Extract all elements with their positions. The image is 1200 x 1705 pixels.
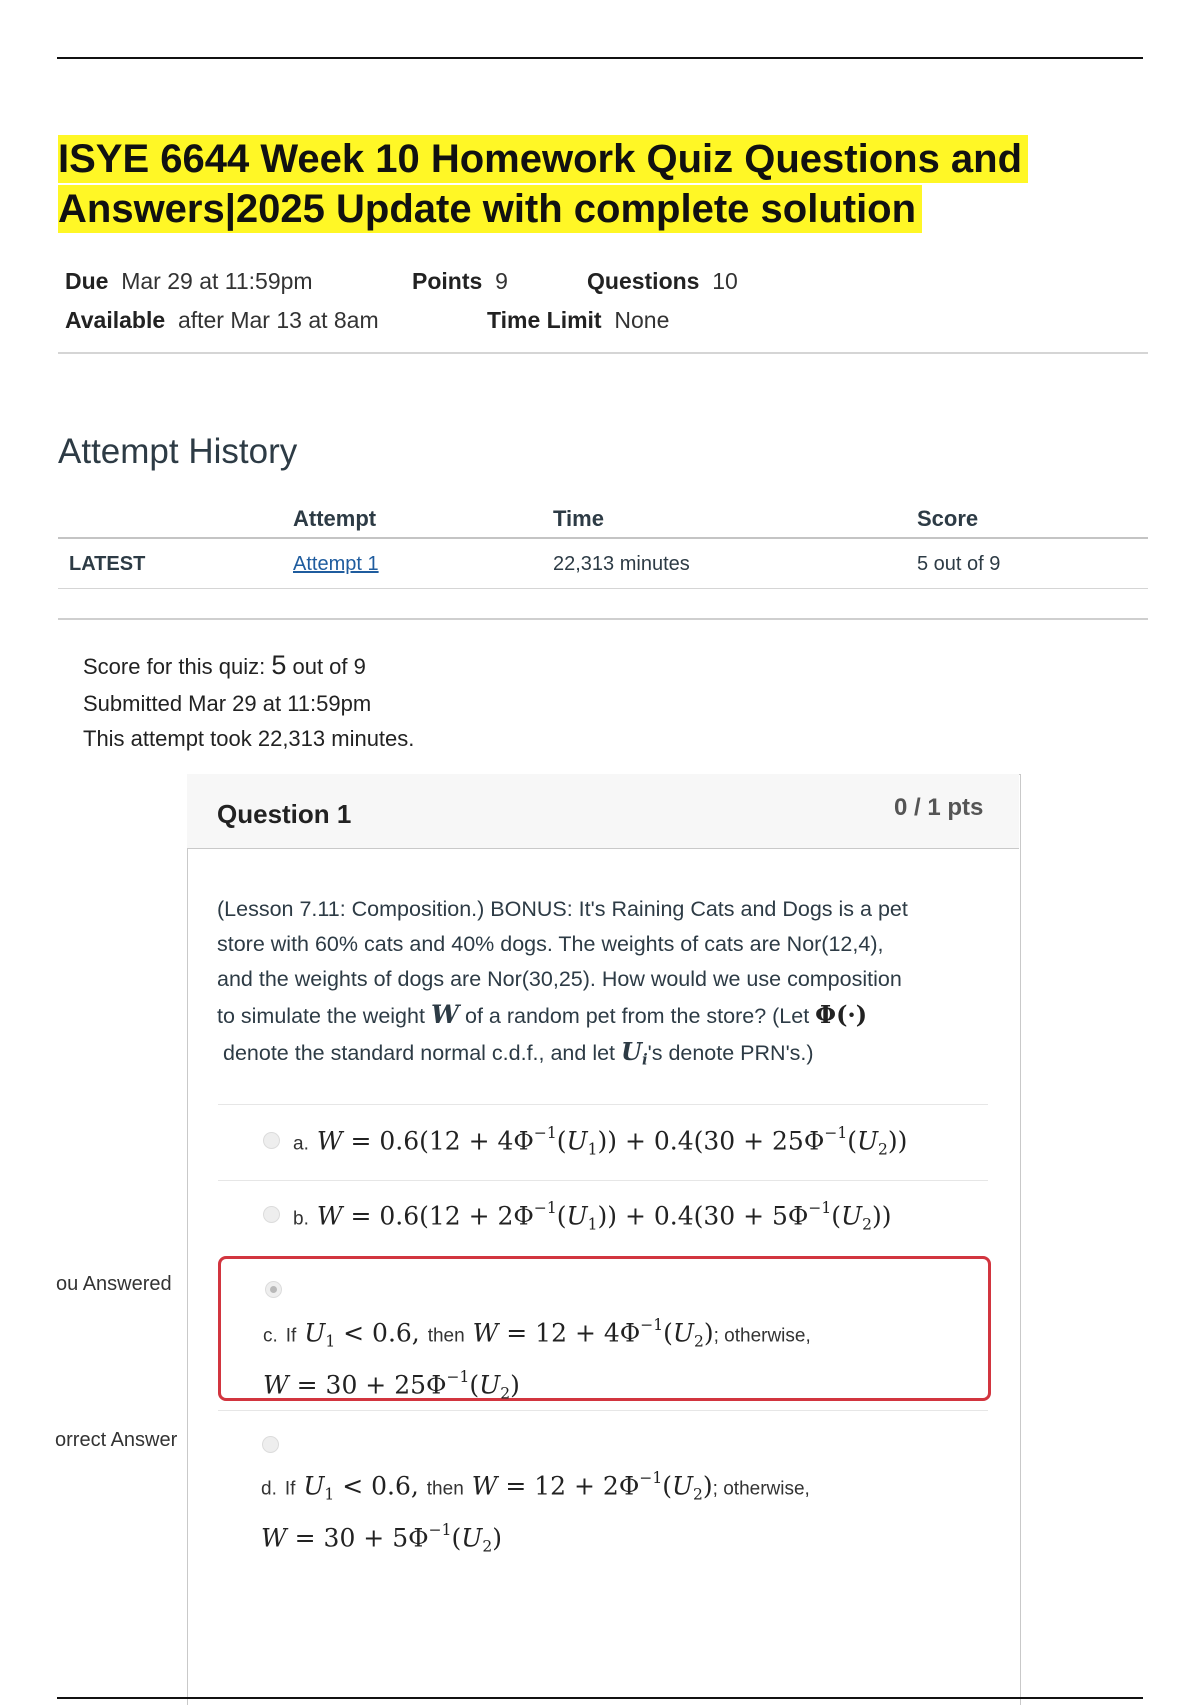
option-d-line-1: d. If $U_1 < 0.6$, then $W = 12 + 2\Phi^{-1}(U_2)$; otherwise,: [261, 1469, 810, 1504]
attempt-time: 22,313 minutes: [553, 553, 690, 575]
points-value: 9: [495, 268, 508, 294]
option-c-line-2: $W = 30 + 25\Phi^{-1}(U_2)$: [263, 1368, 520, 1403]
option-c[interactable]: [263, 1307, 811, 1412]
attempt-1-link[interactable]: Attempt 1: [293, 553, 379, 575]
option-d-line-2: $W = 30 + 5\Phi^{-1}(U_2)$: [261, 1521, 502, 1556]
option-a-letter: a.: [293, 1133, 309, 1155]
due-value: Mar 29 at 11:59pm: [121, 268, 313, 294]
option-b-radio[interactable]: [263, 1206, 280, 1223]
question-text-line-4: [217, 997, 997, 1034]
score-prefix: Score for this quiz:: [83, 654, 266, 679]
title-line-1: ISYE 6644 Week 10 Homework Quiz Questions and: [58, 135, 1028, 183]
option-b[interactable]: b. $W = 0.6(12 + 2\Phi^{-1}(U_1)) + 0.4(30 + 5\Phi^{-1}(U_2))$: [293, 1199, 892, 1234]
meta-divider: [58, 352, 1148, 354]
document-title: [58, 134, 1158, 234]
available-info: [65, 307, 379, 334]
answer-divider-b: [218, 1180, 988, 1181]
question-text: [217, 892, 997, 1077]
quiz-score-line: [83, 650, 366, 681]
question-text-line-5-part-a: denote the standard normal c.d.f., and let: [223, 1041, 616, 1065]
option-c-letter: c.: [263, 1325, 278, 1347]
bottom-rule: [57, 1697, 1143, 1699]
due-label: Due: [65, 268, 109, 294]
table-header-divider: [58, 537, 1148, 539]
available-value: after Mar 13 at 8am: [177, 307, 379, 333]
attempt-history-heading: Attempt History: [58, 432, 298, 471]
due-info: [65, 268, 313, 295]
option-c-line-1: c. If $U_1 < 0.6$, then $W = 12 + 4\Phi^{-1}(U_2)$; otherwise,: [263, 1316, 811, 1351]
questions-label: Questions: [587, 268, 700, 294]
title-line-2: Answers|2025 Update with complete solution: [58, 185, 922, 233]
option-d-radio[interactable]: [262, 1436, 279, 1453]
section-divider: [58, 618, 1148, 620]
time-limit-value: None: [614, 307, 670, 333]
score-suffix: out of 9: [292, 654, 366, 679]
var-w: W: [430, 1000, 460, 1029]
score-value: 5: [271, 650, 287, 680]
time-limit-info: [487, 307, 669, 334]
attempt-score: 5 out of 9: [917, 553, 1001, 575]
col-attempt-header: Attempt: [293, 506, 377, 531]
answer-divider-d: [218, 1410, 988, 1411]
phi-symbol: Φ(·): [815, 1000, 868, 1029]
question-text-line-2: store with 60% cats and 40% dogs. The weights of cats are Nor(12,4),: [217, 932, 884, 956]
option-d[interactable]: [261, 1460, 810, 1565]
question-text-line-3: and the weights of dogs are Nor(30,25). How would we use composition: [217, 967, 902, 991]
available-label: Available: [65, 307, 166, 333]
question-text-line-4-part-a: to simulate the weight: [217, 1004, 425, 1028]
duration-line: This attempt took 22,313 minutes.: [83, 726, 415, 751]
table-row-divider: [58, 588, 1148, 589]
var-ui: $U_i$: [621, 1037, 648, 1069]
question-text-line-1: (Lesson 7.11: Composition.) BONUS: It's Raining Cats and Dogs is a pet: [217, 897, 908, 921]
option-a-radio[interactable]: [263, 1132, 280, 1149]
question-title: Question 1: [217, 799, 352, 829]
top-rule: [57, 57, 1143, 59]
answer-divider-a: [218, 1104, 988, 1105]
col-time-header: Time: [553, 506, 604, 531]
questions-value: 10: [712, 268, 738, 294]
col-score-header: Score: [917, 506, 979, 531]
submitted-line: Submitted Mar 29 at 11:59pm: [83, 691, 372, 716]
correct-answer-label: orrect Answer: [55, 1429, 178, 1451]
option-c-radio[interactable]: [265, 1281, 282, 1298]
latest-label: LATEST: [69, 553, 146, 575]
points-info: [412, 268, 508, 295]
option-d-letter: d.: [261, 1478, 277, 1500]
question-text-line-5-part-b: 's denote PRN's.): [647, 1041, 814, 1065]
time-limit-label: Time Limit: [487, 307, 602, 333]
question-text-line-5: [217, 1034, 997, 1077]
points-label: Points: [412, 268, 483, 294]
option-a[interactable]: a. $W = 0.6(12 + 4\Phi^{-1}(U_1)) + 0.4(30 + 25\Phi^{-1}(U_2))$: [293, 1124, 908, 1159]
questions-info: [587, 268, 738, 295]
question-text-line-4-part-b: of a random pet from the store? (Let: [465, 1004, 810, 1028]
you-answered-label: ou Answered: [56, 1273, 172, 1295]
option-b-letter: b.: [293, 1208, 309, 1230]
question-points: 0 / 1 pts: [894, 794, 984, 821]
